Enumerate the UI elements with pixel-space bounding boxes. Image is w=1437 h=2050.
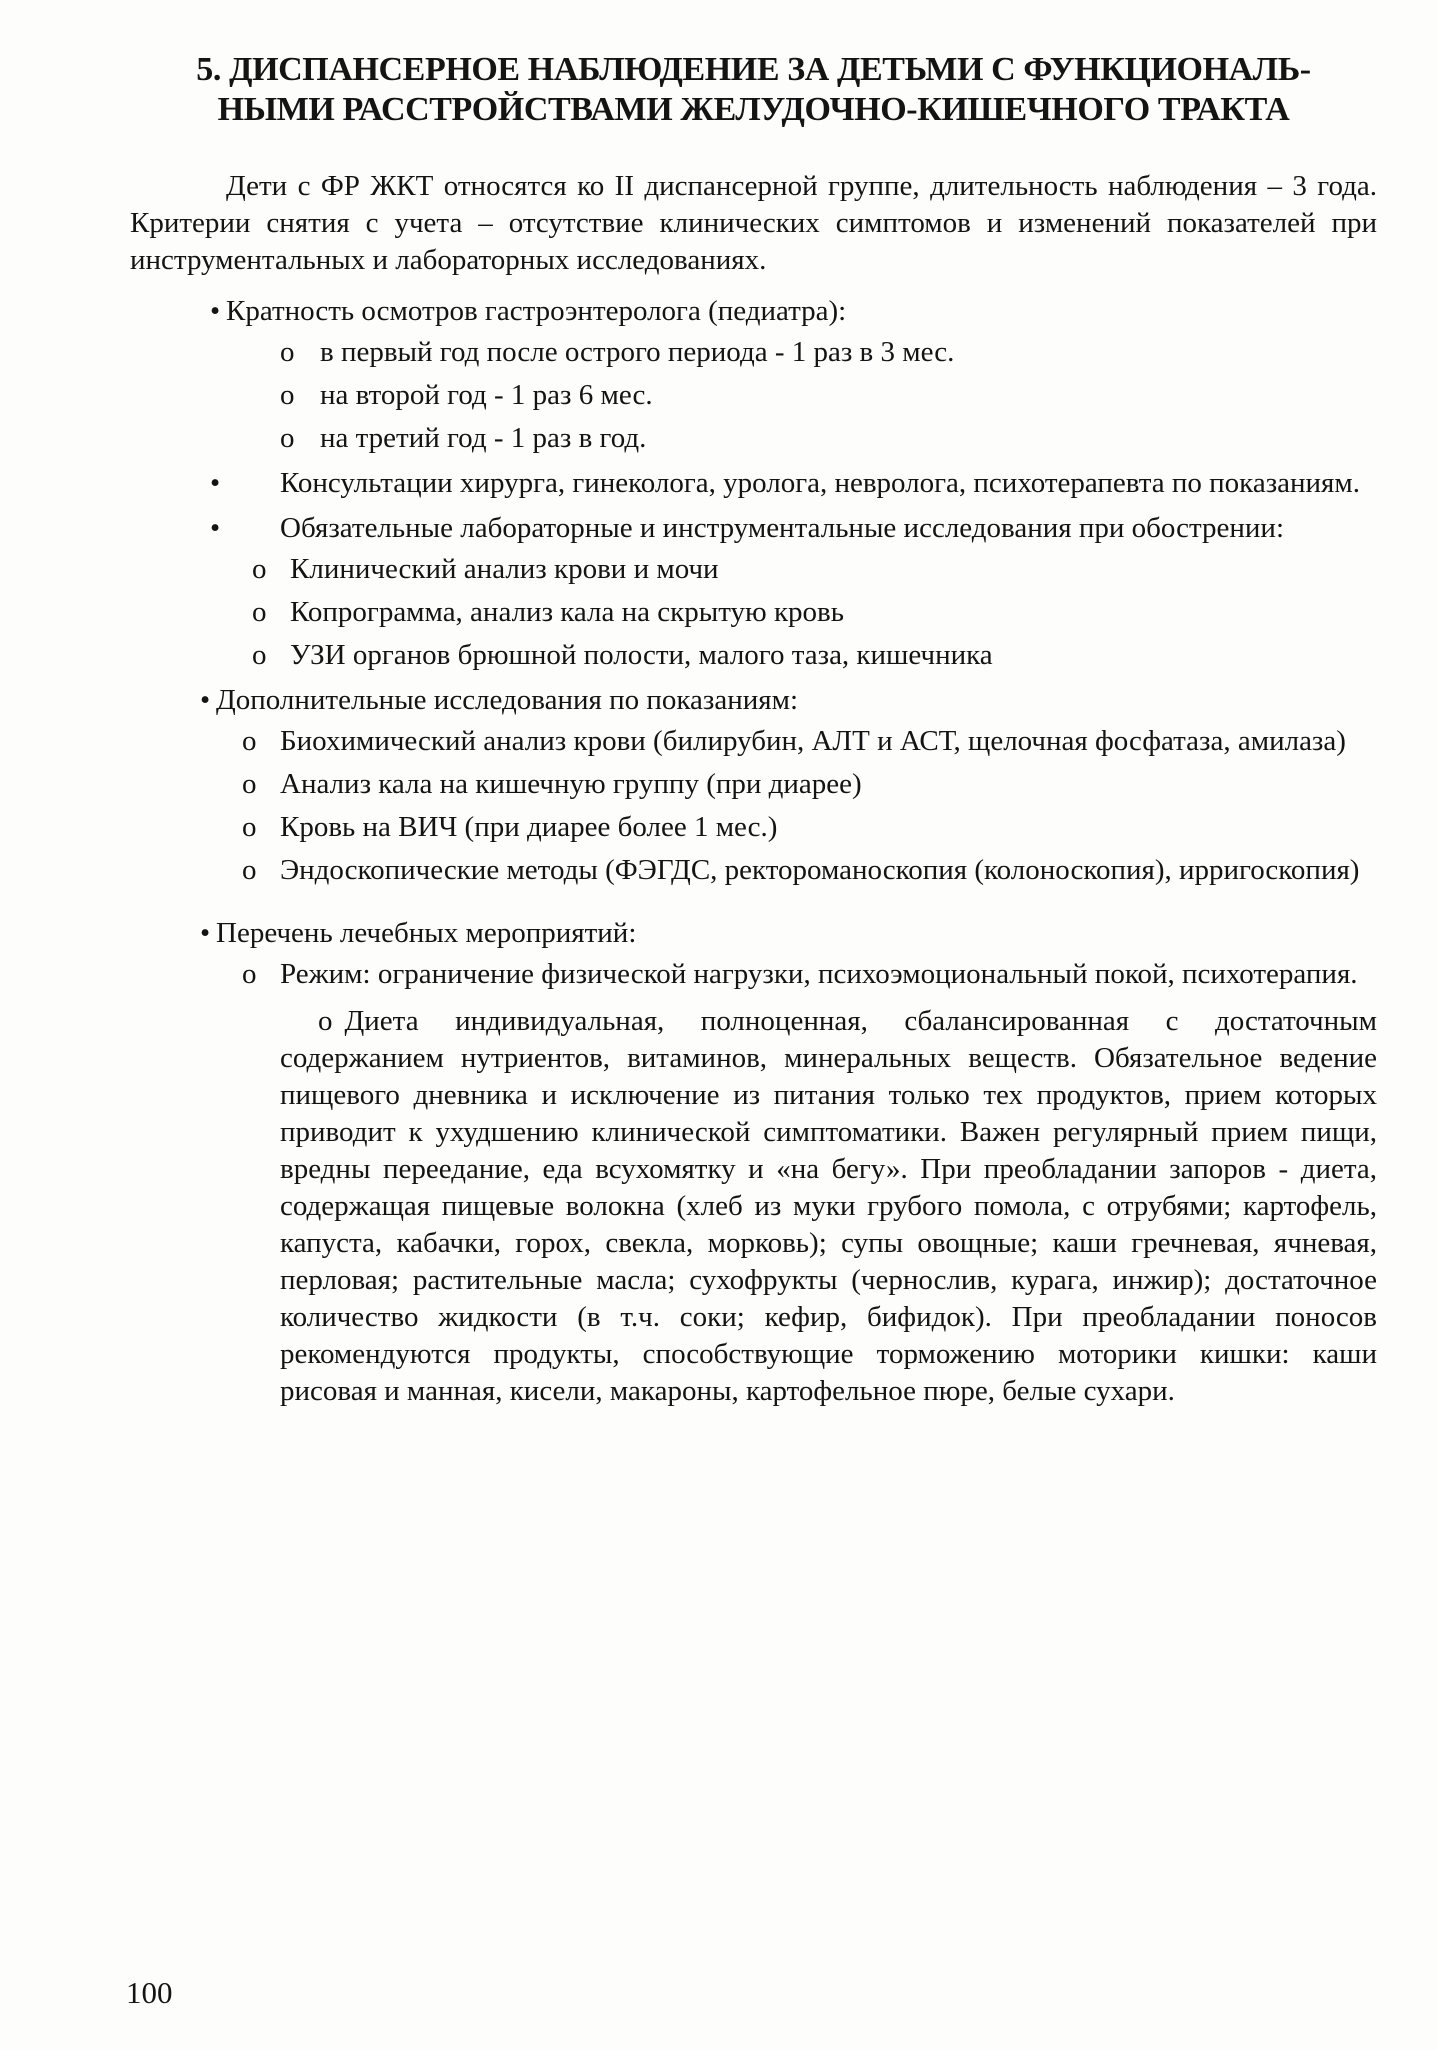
circle-bullet-icon: o — [252, 639, 267, 671]
list-item: o Режим: ограничение физической нагрузки, психоэмоциональный покой, психотерапия. — [130, 956, 1377, 993]
section-exam-frequency — [130, 293, 1377, 457]
list-item: o в первый год после острого периода - 1 раз в 3 мес. — [130, 334, 1377, 371]
list-item: o УЗИ органов брюшной полости, малого таза, кишечника — [130, 637, 1377, 674]
intro-paragraph: Дети с ФР ЖКТ относятся ко II диспансерной группе, длительность наблюдения – 3 года. Критерии снятия с учета – отсутствие клинических симптомов и изменений показателей при инструментальных и лабораторных исследованиях. — [130, 170, 1377, 276]
section-additional-tests — [130, 682, 1377, 889]
circle-bullet-icon: o — [242, 958, 257, 990]
circle-bullet-icon: o — [280, 379, 295, 411]
section-heading: Дополнительные исследования по показаниям: — [216, 684, 799, 716]
bullet-heading — [130, 915, 1377, 952]
bullet-icon: • — [210, 295, 221, 327]
title-line-2: НЫМИ РАССТРОЙСТВАМИ ЖЕЛУДОЧНО-КИШЕЧНОГО ТРАКТА — [217, 91, 1290, 128]
section-heading: Консультации хирурга, гинеколога, уролога, невролога, психотерапевта по показаниям. — [280, 467, 1360, 499]
sub-list — [130, 956, 1377, 1410]
sub-list — [130, 334, 1377, 457]
bullet-icon: • — [200, 684, 211, 716]
bullet-heading — [130, 682, 1377, 719]
circle-bullet-icon: o — [242, 854, 257, 886]
bullet-heading — [130, 465, 1377, 502]
list-item: o Эндоскопические методы (ФЭГДС, ректороманоскопия (колоноскопия), ирригоскопия) — [130, 852, 1377, 889]
list-item: o Кровь на ВИЧ (при диарее более 1 мес.) — [130, 809, 1377, 846]
circle-bullet-icon: o — [280, 422, 295, 454]
bullet-icon: • — [200, 917, 211, 949]
section-mandatory-tests — [130, 510, 1377, 674]
title-line-1: 5. ДИСПАНСЕРНОЕ НАБЛЮДЕНИЕ ЗА ДЕТЬМИ С ФУНКЦИОНАЛЬ- — [196, 51, 1311, 88]
page-title — [130, 50, 1377, 130]
sub-list — [130, 723, 1377, 889]
list-item: o Клинический анализ крови и мочи — [130, 551, 1377, 588]
bullet-heading — [130, 293, 1377, 330]
list-item: o Биохимический анализ крови (билирубин, АЛТ и АСТ, щелочная фосфатаза, амилаза) — [130, 723, 1377, 760]
page-number: 100 — [126, 1975, 173, 2010]
section-consultations — [130, 465, 1377, 502]
sub-list — [130, 551, 1377, 674]
bullet-heading — [130, 510, 1377, 547]
section-treatment — [130, 915, 1377, 1410]
section-heading: Кратность осмотров гастроэнтеролога (педиатра): — [226, 295, 847, 327]
list-item: o Копрограмма, анализ кала на скрытую кровь — [130, 594, 1377, 631]
circle-bullet-icon: o — [242, 725, 257, 757]
list-item: o Диета индивидуальная, полноценная, сбалансированная с достаточным содержанием нутриентов, витаминов, минеральных веществ. Обязательное ведение пищевого дневника и исключение из питания только тех продуктов, прием которых приводит к ухудшению клинической симптоматики. Важен регулярный прием пищи, вредны переедание, еда всухомятку и «на бегу». При преобладании запоров - диета, содержащая пищевые волокна (хлеб из муки грубого помола, с отрубями; картофель, капуста, кабачки, горох, свекла, морковь); супы овощные; каши гречневая, ячневая, перловая; растительные масла; сухофрукты (чернослив, курага, инжир); достаточное количество жидкости (в т.ч. соки; кефир, бифидок). При преобладании поносов рекомендуются продукты, способствующие торможению моторики кишки: каши рисовая и манная, кисели, макароны, картофельное пюре, белые сухари. — [280, 1005, 1377, 1407]
section-heading: Обязательные лабораторные и инструментальные исследования при обострении: — [280, 512, 1284, 544]
list-item: o на второй год - 1 раз 6 мес. — [130, 377, 1377, 414]
circle-bullet-icon: o — [318, 1005, 333, 1037]
section-heading: Перечень лечебных мероприятий: — [216, 917, 637, 949]
list-item: o на третий год - 1 раз в год. — [130, 420, 1377, 457]
bullet-icon: • — [210, 467, 221, 499]
list-item: o Анализ кала на кишечную группу (при диарее) — [130, 766, 1377, 803]
circle-bullet-icon: o — [252, 553, 267, 585]
bullet-icon: • — [210, 512, 221, 544]
circle-bullet-icon: o — [242, 811, 257, 843]
circle-bullet-icon: o — [252, 596, 267, 628]
circle-bullet-icon: o — [280, 336, 295, 368]
circle-bullet-icon: o — [242, 768, 257, 800]
